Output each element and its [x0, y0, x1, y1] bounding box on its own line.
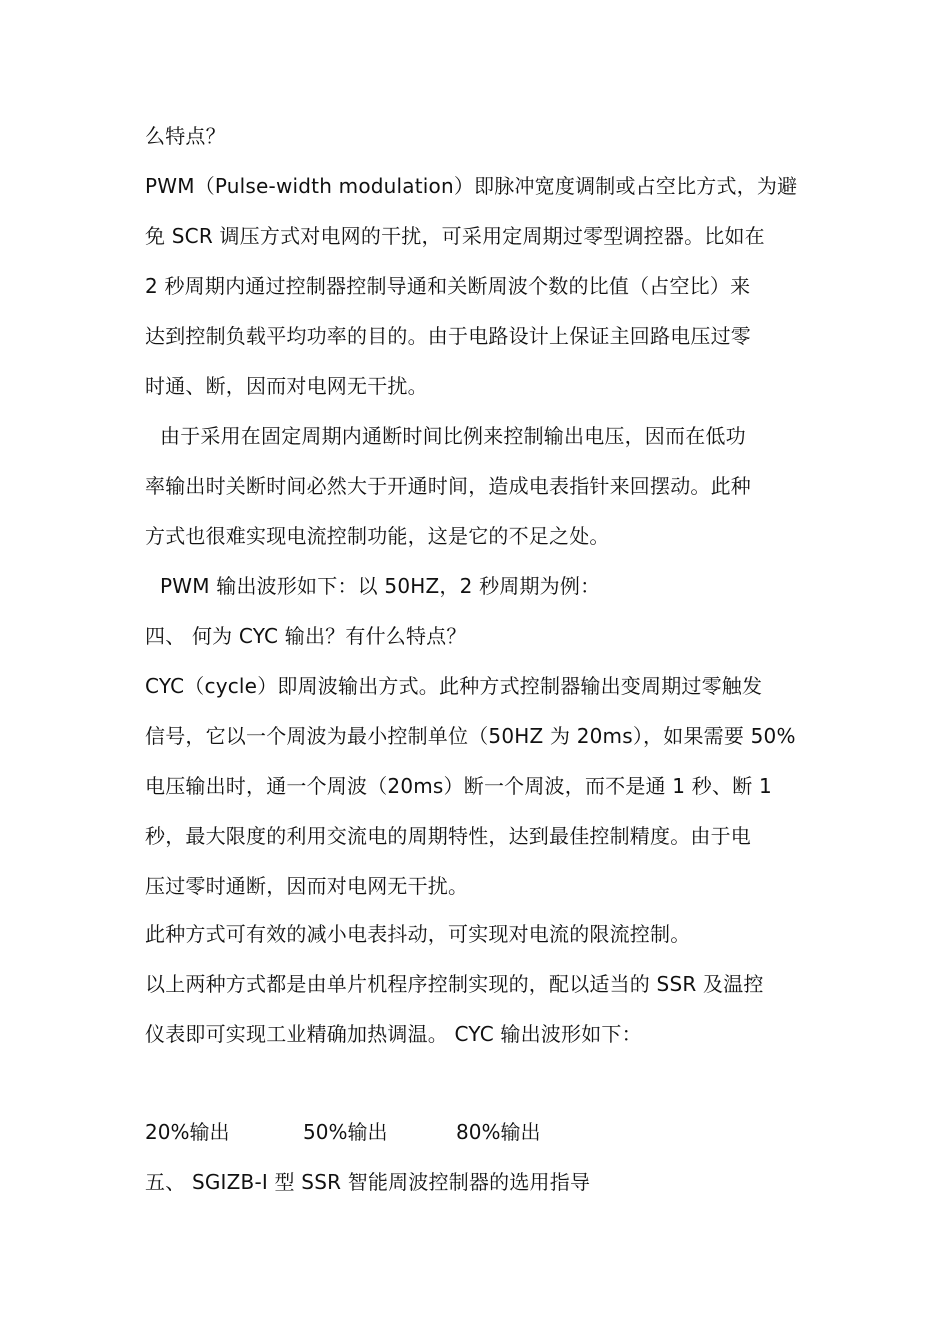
label-20-percent-output: 20%输出 — [145, 1120, 230, 1144]
text-line-6: 时通、断，因而对电网无干扰。 — [145, 374, 428, 398]
text-line-10: PWM 输出波形如下：以 50HZ，2 秒周期为例： — [160, 574, 601, 598]
label-80-percent-output: 80%输出 — [456, 1120, 541, 1144]
text-line-12: CYC（cycle）即周波输出方式。此种方式控制器输出变周期过零触发 — [145, 674, 763, 698]
text-line-1: 么特点？ — [145, 124, 226, 148]
section-heading-4: 四、 何为 CYC 输出？有什么特点？ — [145, 624, 467, 648]
text-line-4: 2 秒周期内通过控制器控制导通和关断周波个数的比值（占空比）来 — [145, 274, 751, 298]
section-heading-5: 五、 SGIZB-I 型 SSR 智能周波控制器的选用指导 — [145, 1170, 591, 1194]
text-line-17: 此种方式可有效的减小电表抖动，可实现对电流的限流控制。 — [145, 922, 691, 946]
text-line-13: 信号，它以一个周波为最小控制单位（50HZ 为 20ms），如果需要 50% — [145, 724, 796, 748]
text-line-9: 方式也很难实现电流控制功能，这是它的不足之处。 — [145, 524, 610, 548]
text-line-14: 电压输出时，通一个周波（20ms）断一个周波，而不是通 1 秒、断 1 — [145, 774, 772, 798]
text-line-16: 压过零时通断，因而对电网无干扰。 — [145, 874, 469, 898]
text-line-18: 以上两种方式都是由单片机程序控制实现的，配以适当的 SSR 及温控 — [145, 972, 764, 996]
text-line-2: PWM（Pulse-width modulation）即脉冲宽度调制或占空比方式，为避 — [145, 174, 798, 198]
text-line-5: 达到控制负载平均功率的目的。由于电路设计上保证主回路电压过零 — [145, 324, 751, 348]
text-line-3: 免 SCR 调压方式对电网的干扰，可采用定周期过零型调控器。比如在 — [145, 224, 765, 248]
text-line-7: 由于采用在固定周期内通断时间比例来控制输出电压，因而在低功 — [160, 424, 746, 448]
label-50-percent-output: 50%输出 — [303, 1120, 388, 1144]
text-line-19: 仪表即可实现工业精确加热调温。 CYC 输出波形如下： — [145, 1022, 642, 1046]
text-line-8: 率输出时关断时间必然大于开通时间，造成电表指针来回摆动。此种 — [145, 474, 751, 498]
waveform-labels — [145, 1118, 745, 1146]
text-line-15: 秒，最大限度的利用交流电的周期特性，达到最佳控制精度。由于电 — [145, 824, 751, 848]
